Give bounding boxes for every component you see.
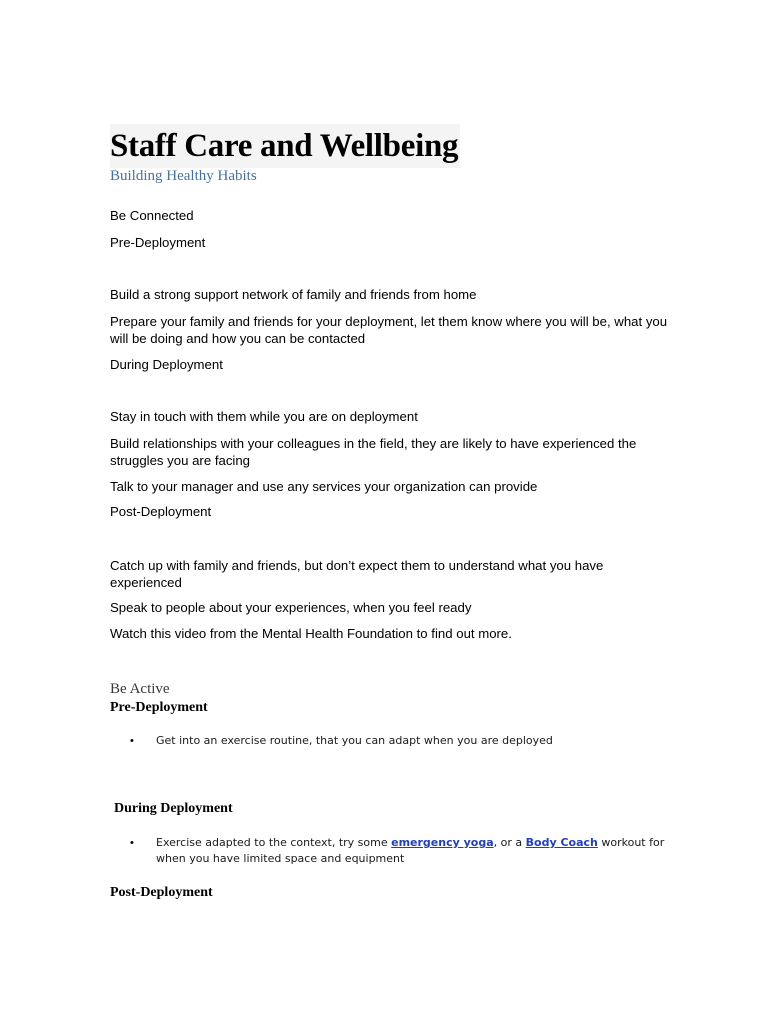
section-heading-be-connected: Be Connected	[110, 208, 194, 223]
page-subtitle: Building Healthy Habits	[110, 168, 257, 184]
paragraph: Speak to people about your experiences, when you feel ready	[110, 600, 472, 615]
paragraph: Talk to your manager and use any services your organization can provide	[110, 479, 538, 494]
paragraph: Build a strong support network of family and friends from home	[110, 287, 477, 302]
subheading-pre-deployment: Pre-Deployment	[110, 700, 208, 715]
section-heading-be-active: Be Active	[110, 681, 170, 697]
list-item-text-prefix: Exercise adapted to the context, try some	[156, 836, 392, 849]
paragraph: Build relationships with your colleagues in the field, they are likely to have experienced the struggles you are facing	[110, 436, 637, 468]
subheading-during-deployment: During Deployment	[114, 801, 233, 816]
page-title: Staff Care and Wellbeing	[110, 124, 460, 168]
subheading-post-deployment: Post-Deployment	[110, 504, 212, 519]
body-coach-link[interactable]: Body Coach	[525, 836, 598, 849]
bullet-icon: •	[130, 735, 134, 747]
list-item-text-suffix: workout for when you have limited space and equipment	[156, 836, 665, 865]
paragraph: Catch up with family and friends, but don’t expect them to understand what you have experienced	[110, 558, 604, 590]
paragraph: Prepare your family and friends for your deployment, let them know where you will be, what you will be doing and how you can be contacted	[110, 314, 668, 346]
subheading-post-deployment: Post-Deployment	[110, 885, 213, 900]
list-item-text: Get into an exercise routine, that you can adapt when you are deployed	[156, 734, 553, 747]
bullet-icon: •	[130, 837, 134, 849]
list-item-text-middle: , or a	[493, 836, 526, 849]
paragraph: Watch this video from the Mental Health Foundation to find out more.	[110, 626, 512, 641]
subheading-during-deployment: During Deployment	[110, 357, 223, 372]
emergency-yoga-link[interactable]: emergency yoga	[391, 836, 494, 849]
paragraph: Stay in touch with them while you are on deployment	[110, 409, 418, 424]
list-item-text	[156, 835, 666, 867]
subheading-pre-deployment: Pre-Deployment	[110, 235, 206, 250]
